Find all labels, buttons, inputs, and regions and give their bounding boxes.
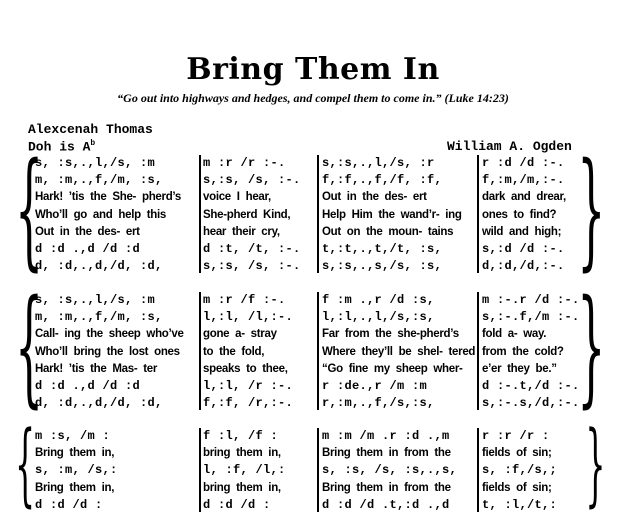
lyric-measure-1: Bring them in, [35, 481, 115, 494]
lyric-measure-4: dark and drear, [482, 191, 566, 204]
lyricist-name: Alexcenah Thomas [28, 122, 153, 137]
notation-line [17, 258, 597, 275]
lyric-measure-4: fields of sin; [482, 447, 552, 460]
right-brace: } [576, 273, 605, 420]
lyric-measure-1: Out in the des- ert [35, 225, 140, 238]
notation-measure-3: f :m .,r /d :s, [322, 293, 435, 307]
notation-measure-2: f :l, /f : [203, 429, 279, 443]
notation-measure-3: f,:f,.,f,/f, :f, [322, 173, 443, 188]
notation-measure-1: d, :d,.,d,/d, :d, [35, 259, 163, 274]
lyric-measure-2: bring them in, [203, 447, 281, 460]
notation-measure-4: r :d /d :-. [482, 156, 565, 170]
notation-measure-3: s, :s, /s, :s,.,s, [322, 463, 458, 478]
notation-measure-1: m :s, /m : [35, 429, 111, 443]
notation-line [17, 155, 597, 172]
lyric-measure-4: fold a- way. [482, 328, 547, 341]
hymn-title: Bring Them In [186, 52, 440, 87]
lyric-measure-4: from the cold? [482, 345, 564, 358]
notation-measure-4: s, :f,/s,; [482, 463, 558, 478]
notation-measure-4: m :-.r /d :-. [482, 293, 580, 307]
lyric-line [17, 445, 597, 462]
notation-measure-2: l,:l, /r :-. [203, 379, 294, 393]
lyric-measure-2: hear their cry, [203, 225, 280, 238]
notation-measure-3: r,:m,.,f,/s,:s, [322, 396, 435, 411]
lyric-line [17, 224, 597, 241]
lyric-line [17, 189, 597, 206]
notation-measure-4: t, :l,/t,: [482, 497, 558, 512]
scripture-subtitle: “Go out into highways and hedges, and compel them to come in.” (Luke 14:23) [117, 91, 509, 105]
left-brace: { [15, 412, 36, 517]
notation-measure-2: l, :f, /l,: [203, 463, 286, 478]
notation-measure-2: l,:l, /l,:-. [203, 310, 294, 325]
notation-measure-4: d,:d,/d,:-. [482, 259, 565, 274]
notation-measure-4: s,:d /d :-. [482, 242, 565, 256]
lyric-measure-3: Out on the moun- tains [322, 225, 454, 238]
key-text: Doh is A [28, 139, 91, 155]
lyric-measure-3: Help Him the wand’r- ing [322, 208, 462, 221]
lyric-measure-3: Bring them in from the [322, 447, 451, 460]
lyric-line [17, 480, 597, 497]
notation-measure-1: d :d .,d /d :d [35, 242, 141, 256]
notation-measure-1: s, :m, /s,: [35, 463, 118, 478]
left-brace: { [15, 273, 44, 420]
lyric-line [17, 344, 597, 361]
lyric-measure-1: Bring them in, [35, 447, 115, 460]
notation-measure-1: d :d /d : [35, 497, 103, 512]
notation-measure-4: s,:-.f,/m :-. [482, 310, 580, 325]
notation-measure-4: f,:m,/m,:-. [482, 173, 565, 188]
notation-measure-1: m, :m,.,f,/m, :s, [35, 173, 163, 188]
notation-line [17, 292, 597, 309]
lyric-measure-3: Far from the she-pherd’s [322, 328, 459, 341]
notation-measure-2: f,:f, /r,:-. [203, 396, 294, 411]
lyric-measure-2: bring them in, [203, 481, 281, 494]
lyric-measure-4: fields of sin; [482, 481, 552, 494]
notation-measure-3: m :m /m .r :d .,m [322, 429, 450, 443]
right-brace: } [576, 136, 605, 283]
lyric-measure-4: e’er they be.” [482, 362, 557, 375]
notation-measure-3: t,:t,.,t,/t, :s, [322, 242, 443, 256]
lyric-measure-1: Who’ll bring the lost ones [35, 345, 180, 358]
notation-measure-1: s, :s,.,l,/s, :m [35, 156, 156, 170]
key-flat-symbol: b [90, 139, 96, 148]
notation-measure-2: s,:s, /s, :-. [203, 173, 301, 188]
lyric-measure-1: Call- ing the sheep who’ve [35, 328, 184, 341]
lyric-measure-2: to the fold, [203, 345, 265, 358]
notation-line [17, 462, 597, 479]
notation-line [17, 172, 597, 189]
lyric-measure-1: Hark! ’tis the She- pherd’s [35, 191, 181, 204]
lyric-measure-2: She-pherd Kind, [203, 208, 291, 221]
notation-measure-1: d, :d,.,d,/d, :d, [35, 396, 163, 411]
notation-measure-2: d :d /d : [203, 497, 271, 512]
notation-line [17, 428, 597, 445]
notation-measure-1: s, :s,.,l,/s, :m [35, 293, 156, 307]
notation-measure-3: s,:s,.,s,/s, :s, [322, 259, 443, 274]
notation-measure-3: l,:l,.,l,/s,:s, [322, 310, 435, 325]
lyric-measure-4: ones to find? [482, 208, 557, 221]
notation-measure-2: s,:s, /s, :-. [203, 259, 301, 274]
lyric-measure-3: Out in the des- ert [322, 191, 427, 204]
notation-measure-4: d :-.t,/d :-. [482, 379, 580, 393]
lyric-measure-3: Where they’ll be shel- tered [322, 345, 476, 358]
notation-measure-2: d :t, /t, :-. [203, 242, 301, 256]
notation-line [17, 497, 597, 514]
lyric-measure-1: Who’ll go and help this [35, 208, 166, 221]
notation-line [17, 241, 597, 258]
lyric-measure-3: Bring them in from the [322, 481, 451, 494]
lyric-measure-3: “Go fine my sheep wher- [322, 362, 463, 375]
notation-measure-3: d :d /d .t,:d .,d [322, 497, 450, 512]
notation-line [17, 395, 597, 412]
lyric-measure-2: gone a- stray [203, 328, 277, 341]
music-system-2 [15, 273, 605, 420]
notation-measure-1: m, :m,.,f,/m, :s, [35, 310, 163, 325]
notation-measure-3: r :de.,r /m :m [322, 379, 428, 393]
lyric-measure-2: speaks to thee, [203, 362, 288, 375]
notation-measure-1: d :d .,d /d :d [35, 379, 141, 393]
lyric-measure-1: Hark! ’tis the Mas- ter [35, 362, 158, 375]
notation-line [17, 309, 597, 326]
notation-measure-4: s,:-.s,/d,:-. [482, 396, 580, 411]
notation-measure-2: m :r /f :-. [203, 293, 286, 307]
notation-measure-4: r :r /r : [482, 429, 550, 443]
left-brace: { [15, 136, 44, 283]
lyric-line [17, 207, 597, 224]
music-system-3 [15, 412, 605, 517]
lyric-measure-4: wild and high; [482, 225, 562, 238]
lyric-line [17, 326, 597, 343]
notation-line [17, 378, 597, 395]
right-brace: } [584, 412, 605, 517]
lyric-line [17, 361, 597, 378]
notation-measure-3: s,:s,.,l,/s, :r [322, 156, 435, 170]
notation-measure-2: m :r /r :-. [203, 156, 286, 170]
lyric-measure-2: voice I hear, [203, 191, 271, 204]
composer-name: William A. Ogden [447, 139, 572, 154]
